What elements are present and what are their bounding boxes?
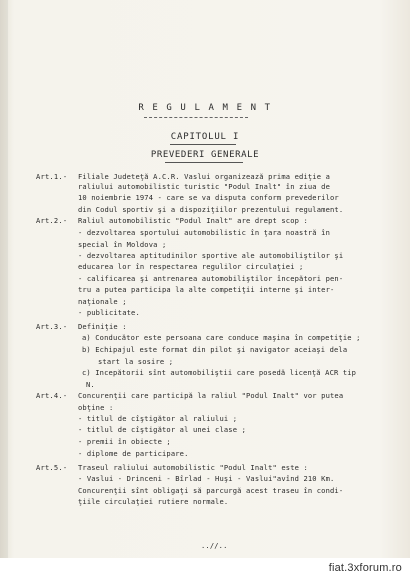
text-line: 10 noiembrie 1974 - care se va disputa conform prevederilor (78, 193, 339, 202)
text-line: Filiale Judeteţă A.C.R. Vaslui organizează prima ediţie a (78, 172, 330, 181)
text-line: b) Echipajul este format din pilot şi navigator aceiaşi dela (82, 345, 348, 354)
subtitle-underline (165, 162, 243, 163)
text-line: - Vaslui - Drinceni - Bîrlad - Huşi - Vaslui"avînd 210 Km. (78, 474, 335, 483)
article-number: Art.2.- (36, 216, 68, 225)
text-line: - publicitate. (78, 308, 140, 317)
page-continuation-mark: ..//.. (201, 541, 228, 550)
text-line: start la sosire ; (98, 357, 174, 366)
text-line: N. (86, 380, 95, 389)
chapter-subtitle: PREVEDERI GENERALE (150, 150, 260, 160)
chapter-underline (170, 144, 236, 145)
text-line: Raliul automobilistic "Podul Inalt" are drept scop : (78, 216, 308, 225)
page-edge-shadow (0, 0, 8, 580)
text-line: c) Incepătorii sînt automobiliştii care posedă licenţă ACR tip (82, 368, 357, 377)
text-line: a) Conducător este persoana care conduce maşina în competiţie ; (82, 333, 361, 342)
article-number: Art.1.- (36, 172, 68, 181)
text-line: din Codul sportiv şi a dispoziţiilor prezentului regulament. (78, 205, 344, 214)
site-watermark: fiat.3xforum.ro (328, 562, 402, 574)
text-line: educarea lor în respectarea regulilor circulaţiei ; (78, 262, 304, 271)
text-line: - titlul de cîştigător al unei clase ; (78, 425, 246, 434)
article-number: Art.3.- (36, 322, 68, 331)
text-line: Traseul raliului automobilistic "Podul Inalt" este : (78, 463, 308, 472)
text-line: - dezvoltarea sportului automobilistic în ţara noastră în (78, 228, 330, 237)
chapter-heading: CAPITOLUL I (170, 132, 240, 142)
text-line: - premii în obiecte ; (78, 437, 171, 446)
text-line: - calificarea şi antrenarea automobiliştilor începători pen- (78, 274, 344, 283)
text-line: ţiile circulaţiei rutiere normale. (78, 497, 229, 506)
text-line: Concurenţii care participă la raliul "Podul Inalt" vor putea (78, 391, 344, 400)
document-title: R E G U L A M E N T (138, 103, 272, 113)
text-line: raliului automobilistic turistic "Podul Inalt" în ziua de (78, 182, 330, 191)
text-line: - diplome de participare. (78, 449, 189, 458)
article-number: Art.4.- (36, 391, 68, 400)
article-number: Art.5.- (36, 463, 68, 472)
text-line: - titlul de cîştigător al raliului ; (78, 414, 238, 423)
text-line: obţine : (78, 403, 114, 412)
text-line: Concurenţii sînt obligaţi să parcurgă acest traseu în condi- (78, 486, 344, 495)
text-line: Definiţie : (78, 322, 127, 331)
text-line: tru a putea participa la alte competiţii interne şi inter- (78, 285, 335, 294)
text-line: naţionale ; (78, 297, 127, 306)
title-underline (144, 117, 248, 118)
text-line: special în Moldova ; (78, 240, 167, 249)
text-line: - dezvoltarea aptitudinilor sportive ale automobiliştilor şi (78, 251, 344, 260)
